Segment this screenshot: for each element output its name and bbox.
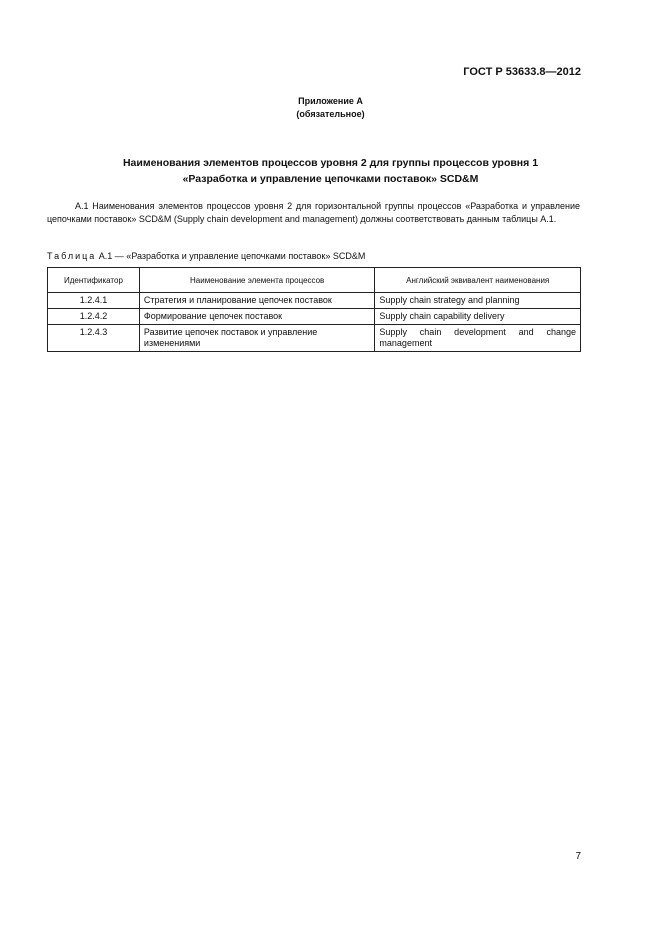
table-caption-word: Таблица — [47, 251, 97, 261]
cell-identifier: 1.2.4.3 — [48, 325, 140, 352]
cell-identifier: 1.2.4.2 — [48, 309, 140, 325]
table-row — [48, 325, 581, 352]
table-row — [48, 293, 581, 309]
column-header-english-equivalent: Английский эквивалент наименования — [375, 268, 581, 293]
cell-element-name: Стратегия и планирование цепочек поставок — [139, 293, 375, 309]
column-header-identifier: Идентификатор — [48, 268, 140, 293]
appendix-label: Приложение А — [298, 96, 363, 106]
title-line-1: Наименования элементов процессов уровня 2 для группы процессов уровня 1 — [122, 157, 539, 169]
table-caption-rest: А.1 — «Разработка и управление цепочками поставок» SCD&M — [96, 251, 366, 261]
page-number: 7 — [575, 851, 581, 862]
appendix-heading — [0, 95, 661, 121]
cell-element-name: Формирование цепочек поставок — [139, 309, 375, 325]
standard-code: ГОСТ Р 53633.8—2012 — [463, 66, 581, 78]
title-line-2: «Разработка и управление цепочками поставок» SCD&M — [182, 173, 479, 185]
column-header-element-name: Наименование элемента процессов — [139, 268, 375, 293]
cell-element-name: Развитие цепочек поставок и управление изменениями — [139, 325, 375, 352]
table-row — [48, 309, 581, 325]
appendix-status: (обязательное) — [296, 109, 365, 119]
cell-english-name: Supply chain capability delivery — [375, 309, 581, 325]
table-caption — [47, 251, 365, 261]
document-title — [60, 155, 601, 187]
paragraph-text: А.1 Наименования элементов процессов уровня 2 для горизонтальной группы процессов «Разработка и управление цепочками поставок» SCD&M (Supply chain development and management) должны соответствовать данным таблицы А.1. — [47, 201, 580, 224]
table-header-row — [48, 268, 581, 293]
cell-identifier: 1.2.4.1 — [48, 293, 140, 309]
cell-english-name: Supply chain development and change management — [375, 325, 581, 352]
process-elements-table — [47, 267, 581, 352]
body-paragraph — [47, 200, 580, 226]
cell-english-name: Supply chain strategy and planning — [375, 293, 581, 309]
